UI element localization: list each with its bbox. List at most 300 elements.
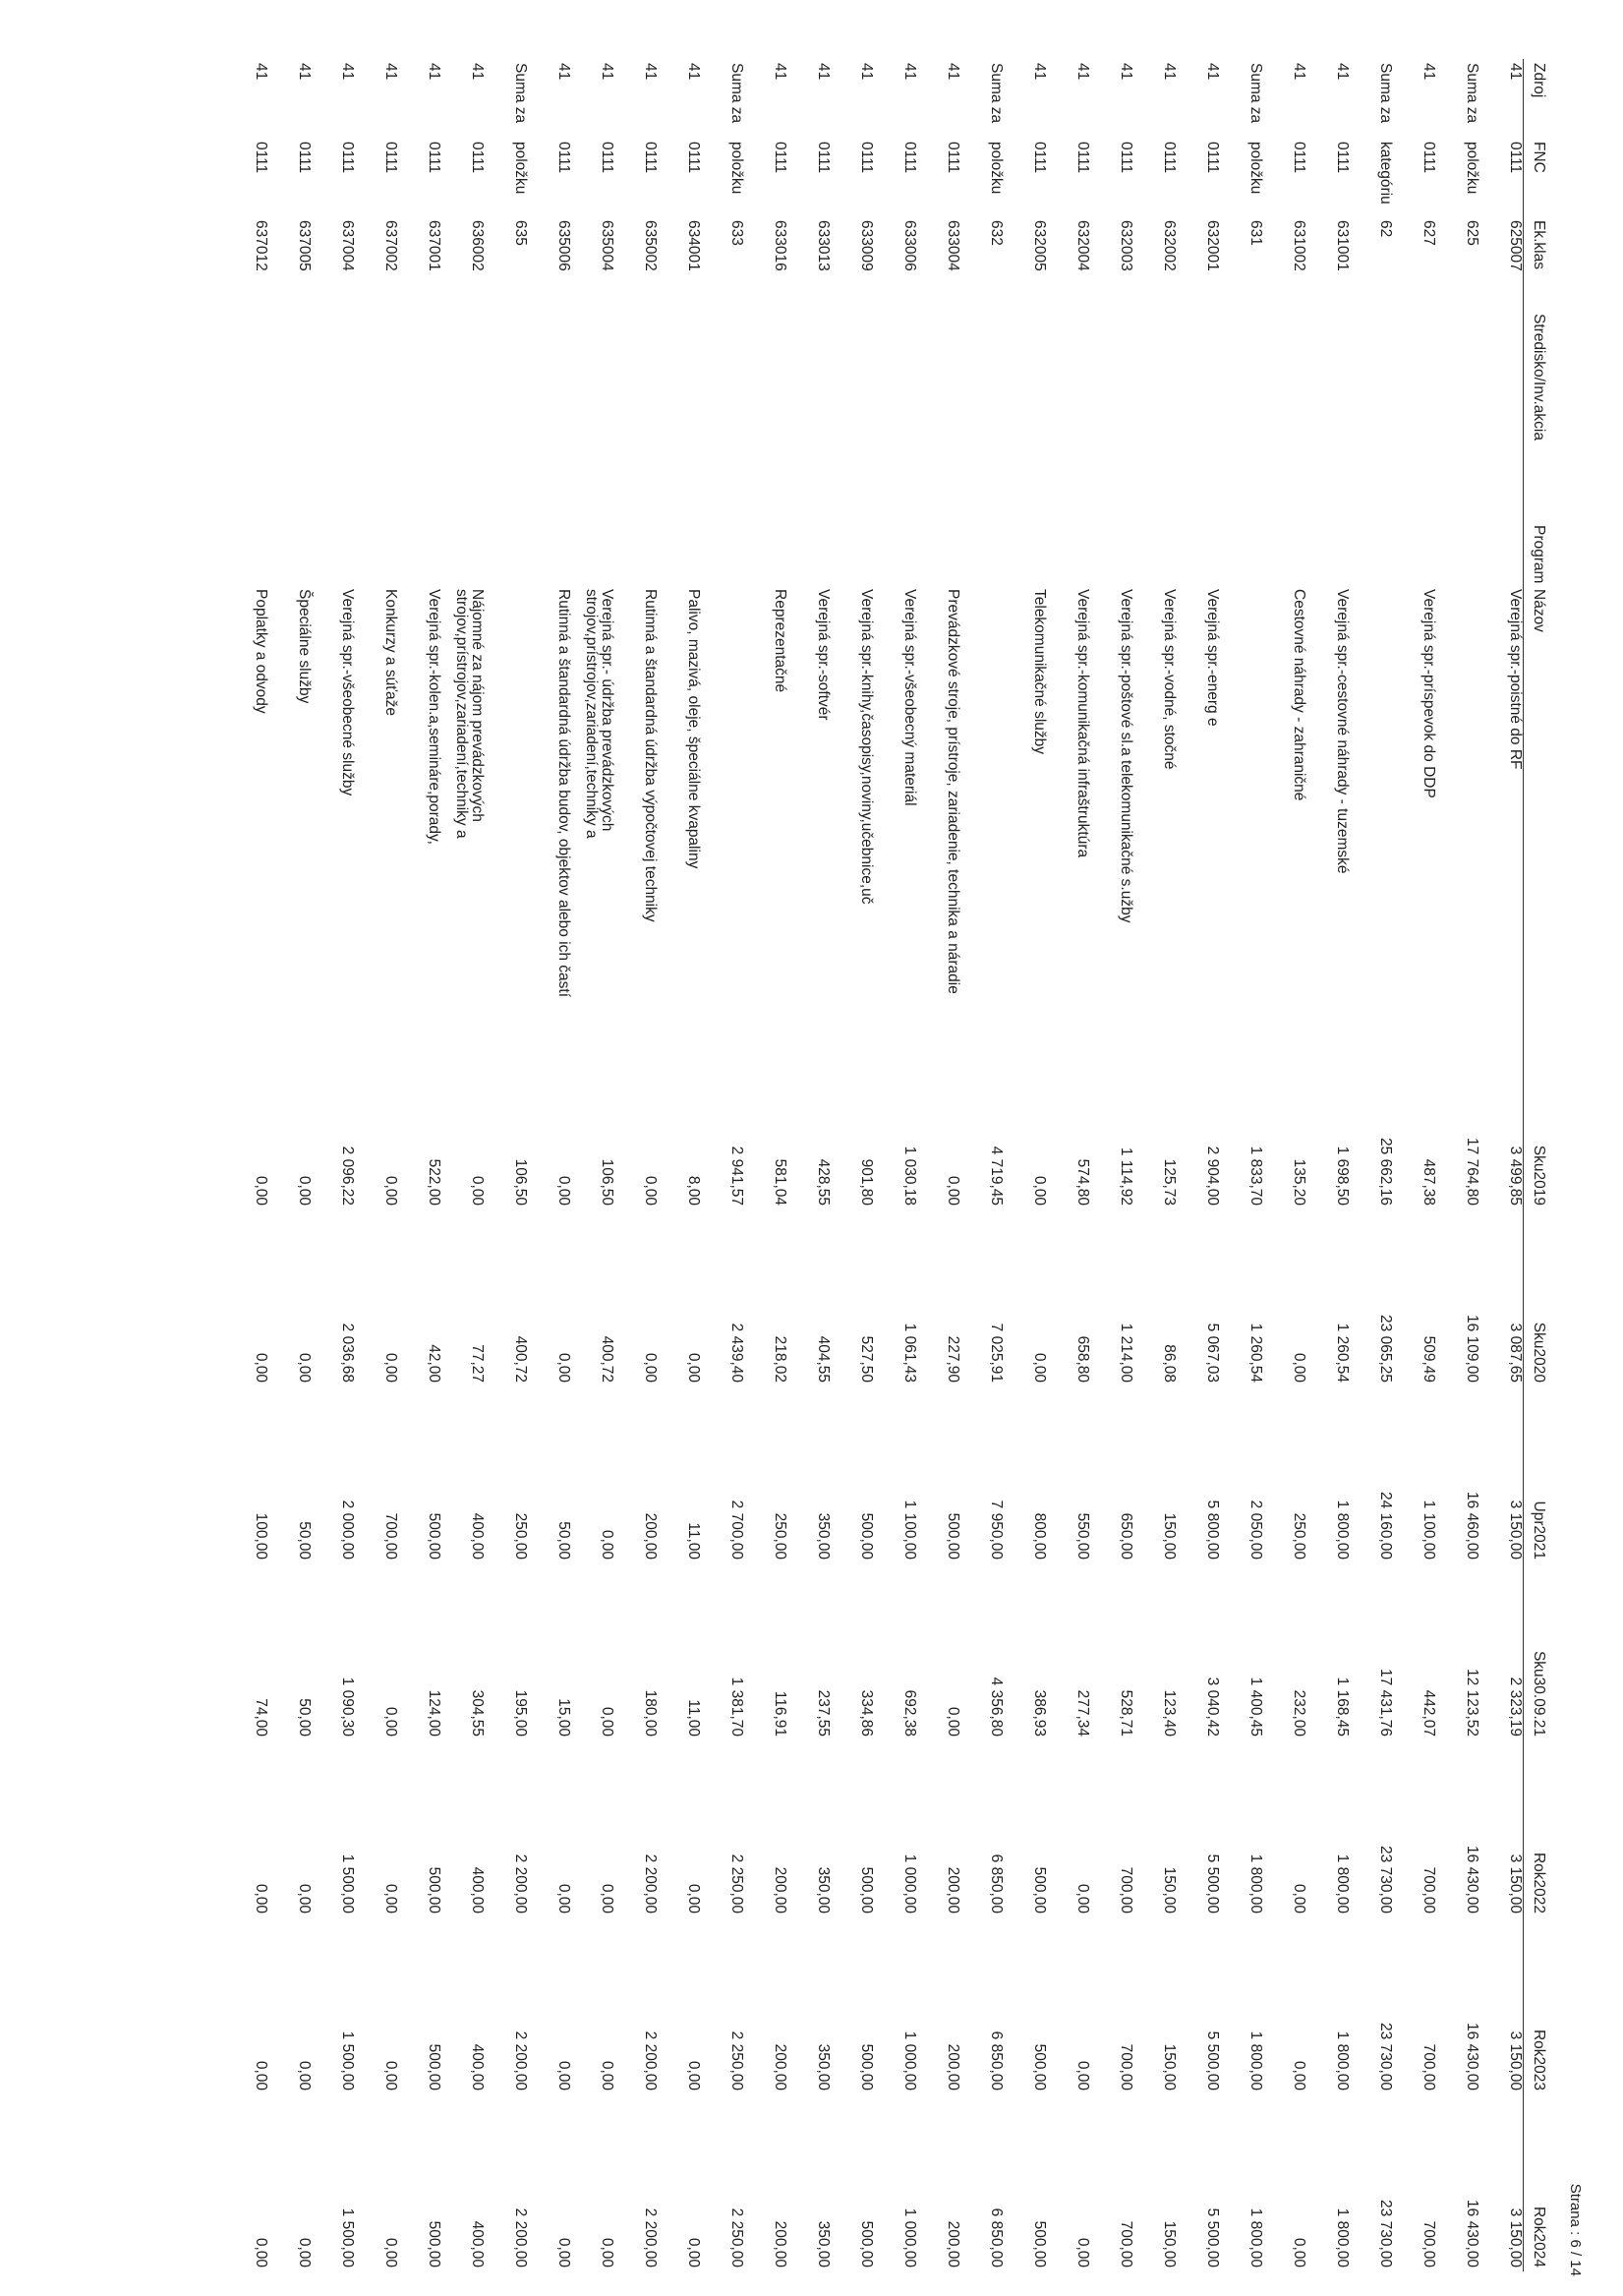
table-cell: 41 (253, 63, 269, 81)
table-cell: 500,00 (858, 2043, 875, 2090)
table-cell: 77,27 (469, 1344, 486, 1383)
table-cell: 0,00 (685, 1883, 702, 1913)
table-row (1047, 59, 1090, 2271)
table-cell: 1 800,00 (1334, 1854, 1351, 1913)
table-cell: 41 (685, 63, 702, 81)
table-cell: 1 500,00 (339, 2031, 356, 2090)
table-cell (1350, 585, 1393, 1032)
table-cell: 1 000,00 (901, 2031, 918, 2090)
table-cell: 2 200,00 (512, 2031, 529, 2090)
table-cell: 0111 (685, 142, 702, 174)
table-cell: 692,38 (901, 1689, 918, 1737)
table-cell (355, 310, 398, 521)
table-cell: 0,00 (382, 2060, 399, 2090)
table-cell: 23 730,00 (1377, 2023, 1394, 2090)
table-cell: 636002 (469, 220, 486, 271)
table-cell (1090, 310, 1133, 521)
table-row (658, 59, 701, 2271)
table-cell: Verejná spr.-všeobecné služby (339, 589, 356, 796)
table-cell: 574,80 (1074, 1158, 1091, 1206)
table-cell: 633013 (815, 220, 832, 271)
table-cell: 135,20 (1291, 1158, 1307, 1206)
table-cell: 1 114,92 (1118, 1147, 1134, 1206)
table-cell (1436, 310, 1479, 521)
table-cell: 106,50 (512, 1158, 529, 1206)
table-cell: 0,00 (1074, 2060, 1091, 2090)
table-cell: 4 356,80 (988, 1677, 1005, 1737)
table-cell: Suma za (1377, 63, 1394, 124)
table-cell: 3 150,00 (1507, 2208, 1524, 2267)
table-cell: 50,00 (555, 1521, 572, 1560)
table-cell: 1 214,00 (1118, 1323, 1134, 1383)
table-cell (485, 585, 528, 1032)
table-cell: 650,00 (1118, 1512, 1134, 1560)
table-cell: 5 067,03 (1204, 1323, 1221, 1383)
table-cell: 2 200,00 (512, 1854, 529, 1913)
table-cell: 11,00 (685, 1699, 702, 1737)
table-cell: 0,00 (296, 2237, 313, 2267)
table-cell: 1 000,00 (901, 1854, 918, 1913)
table-cell: 0,00 (555, 1883, 572, 1913)
table-cell: Rutinná a štandardná údržba budov, objektov alebo ich častí (555, 589, 572, 998)
table-cell: 700,00 (1420, 1866, 1437, 1913)
table-cell: 0111 (1204, 142, 1221, 174)
table-cell: 0,00 (382, 1352, 399, 1383)
table-row (485, 59, 528, 2271)
table-cell: Palivo, mazivá, oleje, špeciálne kvapaliny (685, 589, 702, 869)
table-cell (917, 521, 960, 585)
table-row (268, 59, 312, 2271)
table-cell: Špeciálne služby (296, 589, 313, 704)
table-cell: 50,00 (296, 1698, 313, 1737)
column-header: Zdroj (1524, 59, 1550, 138)
table-cell: 0,00 (253, 2237, 269, 2267)
table-header (1524, 59, 1550, 2271)
table-cell: 41 (1161, 63, 1178, 81)
table-cell: 1 500,00 (339, 2208, 356, 2267)
table-cell: 637001 (426, 220, 442, 271)
table-cell: Nájomné za nájom prevádzkových strojov,prístrojov,zariadení,techniky a (453, 589, 486, 839)
table-cell: 41 (1420, 63, 1437, 81)
column-header: Názov (1524, 585, 1550, 1032)
table-row (831, 59, 874, 2271)
table-cell: 350,00 (815, 2220, 832, 2267)
table-cell: 62 (1377, 220, 1394, 238)
table-cell: 2 700,00 (728, 1500, 745, 1560)
table-cell (398, 310, 441, 521)
table-cell: položku (988, 142, 1005, 195)
table-cell: 500,00 (1031, 2220, 1048, 2267)
table-row (960, 59, 1004, 2271)
table-cell (312, 521, 355, 585)
table-cell: 635006 (555, 220, 572, 271)
table-cell: 637012 (253, 220, 269, 271)
table-cell (1393, 521, 1436, 585)
table-cell: 0111 (382, 142, 399, 174)
table-cell: Cestovné náhrady - zahraničné (1291, 589, 1307, 801)
table-cell: 2 200,00 (642, 2208, 659, 2267)
table-cell: 334,86 (858, 1689, 875, 1737)
table-cell (1004, 310, 1047, 521)
table-cell: 1 260,54 (1334, 1323, 1351, 1383)
table-cell: 41 (1074, 63, 1091, 81)
table-cell: 41 (642, 63, 659, 81)
table-cell (744, 310, 787, 521)
table-cell (614, 310, 658, 521)
table-cell (744, 521, 787, 585)
table-cell: 0,00 (382, 1883, 399, 1913)
table-cell: 0,00 (1291, 2060, 1307, 2090)
table-cell: 0,00 (945, 1175, 961, 1206)
table-cell: 0111 (1074, 142, 1091, 174)
table-cell (831, 521, 874, 585)
table-cell: 581,04 (772, 1158, 788, 1206)
table-cell: 632002 (1161, 220, 1178, 271)
table-cell: 0111 (469, 142, 486, 174)
table-cell: 0,00 (599, 1883, 615, 1913)
table-cell (225, 310, 268, 521)
table-cell: 8,00 (685, 1175, 702, 1206)
table-cell (1436, 521, 1479, 585)
table-cell: 4 719,45 (988, 1146, 1005, 1206)
table-cell: 11,00 (685, 1522, 702, 1560)
table-cell: 1 800,00 (1334, 1500, 1351, 1560)
table-cell: 200,00 (945, 2220, 961, 2267)
column-header: Upr2021 (1524, 1386, 1550, 1563)
table-cell: 41 (426, 63, 442, 81)
table-cell: 500,00 (1031, 2043, 1048, 2090)
table-cell: 0,00 (296, 1352, 313, 1383)
table-cell: 509,49 (1420, 1335, 1437, 1383)
table-cell: 116,91 (772, 1690, 788, 1737)
table-cell (874, 521, 917, 585)
table-cell: Suma za (1464, 63, 1480, 124)
table-cell: 150,00 (1161, 1512, 1178, 1560)
table-cell: 23 730,00 (1377, 2200, 1394, 2267)
table-cell (701, 310, 744, 521)
table-cell (268, 521, 312, 585)
table-cell (960, 310, 1004, 521)
table-cell (485, 521, 528, 585)
table-cell (1133, 521, 1177, 585)
table-cell: 6 850,00 (988, 2031, 1005, 2090)
table-cell: 0,00 (642, 1352, 659, 1383)
table-cell: 700,00 (1420, 2220, 1437, 2267)
table-cell: 3 499,85 (1507, 1146, 1524, 1206)
table-cell: 0111 (339, 142, 356, 174)
table-cell: 633009 (858, 220, 875, 271)
table-cell (701, 585, 744, 1032)
table-cell: 41 (469, 63, 486, 81)
table-cell: Suma za (512, 63, 529, 124)
table-cell: 0,00 (599, 2237, 615, 2267)
table-cell (1047, 310, 1090, 521)
table-cell: 632 (988, 220, 1005, 246)
table-cell: 633 (728, 220, 745, 246)
table-row (225, 59, 268, 2271)
table-cell: Verejná spr.-príspevok do DDP (1420, 589, 1437, 798)
table-cell: 2 904,00 (1204, 1146, 1221, 1206)
table-cell: 2 000,00 (339, 1500, 356, 1560)
column-header: FNC (1524, 138, 1550, 216)
table-cell: 528,71 (1118, 1689, 1134, 1737)
table-cell: Verejná spr.-cestovné náhrady - tuzemské (1334, 589, 1351, 874)
table-cell: 633016 (772, 220, 788, 271)
table-cell (1004, 521, 1047, 585)
table-cell: 400,00 (469, 1512, 486, 1560)
table-cell: 0,00 (253, 1175, 269, 1206)
table-cell: 2 250,00 (728, 2208, 745, 2267)
table-cell: 15,00 (555, 1698, 572, 1737)
table-cell: 125,73 (1161, 1158, 1178, 1206)
table-cell: 200,00 (945, 2043, 961, 2090)
table-cell: 0,00 (555, 1352, 572, 1383)
budget-table (225, 59, 1549, 2271)
table-row (355, 59, 398, 2271)
table-cell: 150,00 (1161, 1866, 1178, 1913)
table-cell: 23 065,25 (1377, 1315, 1394, 1383)
table-cell: 41 (901, 63, 918, 81)
table-cell: Verejná spr.-poštové sl.a telekomunikačné s.užby (1118, 589, 1134, 923)
table-cell: 227,90 (945, 1335, 961, 1383)
table-cell: 16 430,00 (1464, 2023, 1480, 2090)
table-cell: 0111 (253, 142, 269, 174)
table-cell: 1 168,45 (1334, 1677, 1351, 1737)
table-cell: 700,00 (1118, 2220, 1134, 2267)
table-cell (831, 310, 874, 521)
table-cell: 400,00 (469, 2043, 486, 2090)
table-cell: 0,00 (296, 2060, 313, 2090)
table-cell: 41 (555, 63, 572, 81)
table-cell: 350,00 (815, 1512, 832, 1560)
table-cell: 250,00 (1291, 1512, 1307, 1560)
table-cell: 1 800,00 (1334, 2208, 1351, 2267)
table-cell: 41 (1291, 63, 1307, 81)
table-cell: 6 850,00 (988, 2208, 1005, 2267)
table-cell (1350, 310, 1393, 521)
table-cell: 2 200,00 (642, 2031, 659, 2090)
table-cell (268, 310, 312, 521)
table-cell: Rutinná a štandardná údržba výpočtovej techniky (642, 589, 659, 922)
table-cell: 3 040,42 (1204, 1677, 1221, 1737)
table-cell: 0,00 (555, 2237, 572, 2267)
table-cell: 633004 (945, 220, 961, 271)
table-cell (1133, 310, 1177, 521)
table-cell (1090, 521, 1133, 585)
table-cell (614, 521, 658, 585)
table-cell: 522,00 (426, 1158, 442, 1206)
table-cell: 0111 (642, 142, 659, 174)
table-cell: 500,00 (426, 1866, 442, 1913)
table-cell: 442,07 (1420, 1689, 1437, 1737)
table-cell: 0,00 (1031, 1352, 1048, 1383)
table-cell: 635 (512, 220, 529, 246)
table-cell: 2 439,40 (728, 1323, 745, 1383)
table-cell: 41 (858, 63, 875, 81)
table-cell: 700,00 (1118, 1866, 1134, 1913)
table-cell: 700,00 (1118, 2043, 1134, 2090)
table-cell: Verejná spr.-softvér (815, 589, 832, 721)
table-cell: 800,00 (1031, 1512, 1048, 1560)
table-cell: 150,00 (1161, 2043, 1178, 2090)
table-cell: Verejná spr.-poistné do RF (1507, 589, 1524, 770)
table-cell: položku (1247, 142, 1264, 195)
table-cell (441, 310, 485, 521)
column-header: Rok2023 (1524, 1917, 1550, 2094)
table-cell: 50,00 (296, 1521, 313, 1560)
table-cell: 500,00 (945, 1512, 961, 1560)
table-cell: 0111 (426, 142, 442, 174)
table-cell: 0,00 (685, 2237, 702, 2267)
table-cell: 150,00 (1161, 2220, 1178, 2267)
table-cell: Verejná spr.-všeobecný materiál (901, 589, 918, 806)
table-row (614, 59, 658, 2271)
table-cell: Verejná spr.-komunikačná infraštruktúra (1074, 589, 1091, 858)
table-cell: 404,55 (815, 1335, 832, 1383)
table-cell (1479, 310, 1524, 521)
table-cell: 5 800,00 (1204, 1500, 1221, 1560)
table-cell: 86,08 (1161, 1344, 1178, 1383)
table-cell (571, 521, 614, 585)
table-cell (874, 310, 917, 521)
table-cell: 3 087,65 (1507, 1323, 1524, 1383)
table-cell: 400,72 (599, 1335, 615, 1383)
table-cell: 2 200,00 (512, 2208, 529, 2267)
table-cell: 0111 (815, 142, 832, 174)
table-cell: 0,00 (296, 1883, 313, 1913)
table-cell: 250,00 (512, 1512, 529, 1560)
table-cell (787, 310, 831, 521)
table-cell: 41 (1507, 63, 1524, 81)
table-cell: 637004 (339, 220, 356, 271)
table-cell: 1 833,70 (1247, 1146, 1264, 1206)
table-cell: 200,00 (945, 1866, 961, 1913)
table-cell: 0,00 (599, 1529, 615, 1560)
table-cell: 3 150,00 (1507, 2031, 1524, 2090)
table-cell: 24 160,00 (1377, 1492, 1394, 1560)
table-cell (1393, 310, 1436, 521)
table-cell: 0,00 (685, 1352, 702, 1383)
table-cell (1220, 585, 1263, 1032)
table-row (787, 59, 831, 2271)
table-cell: 0111 (599, 142, 615, 174)
table-cell (1306, 521, 1350, 585)
table-cell: 2 941,57 (728, 1146, 745, 1206)
table-cell (441, 521, 485, 585)
table-cell: 41 (339, 63, 356, 81)
table-row (441, 59, 485, 2271)
table-cell: 218,02 (772, 1335, 788, 1383)
table-cell: 0,00 (1291, 2237, 1307, 2267)
table-cell: 500,00 (858, 1866, 875, 1913)
table-cell: 637005 (296, 220, 313, 271)
table-cell: 1 800,00 (1247, 2031, 1264, 2090)
table-row (571, 59, 614, 2271)
table-cell (312, 310, 355, 521)
table-cell: 1 030,18 (901, 1146, 918, 1206)
table-cell: 5 500,00 (1204, 1854, 1221, 1913)
table-row (528, 59, 571, 2271)
page-number: Strana : 6 / 14 (1567, 2183, 1584, 2276)
table-cell: 350,00 (815, 1866, 832, 1913)
table-cell: 100,00 (253, 1512, 269, 1560)
table-row (1436, 59, 1479, 2271)
table-cell: 500,00 (858, 1512, 875, 1560)
table-cell: 17 431,76 (1377, 1669, 1394, 1737)
table-cell: 631002 (1291, 220, 1307, 271)
table-cell: Verejná spr.- údržba prevádzkových strojov,prístrojov,zariadení,techniky a (583, 589, 615, 839)
table-cell: 124,00 (426, 1689, 442, 1737)
table-cell: 400,72 (512, 1335, 529, 1383)
table-cell: 195,00 (512, 1689, 529, 1737)
table-cell (1177, 310, 1220, 521)
table-cell: 0111 (772, 142, 788, 174)
table-cell: položku (1464, 142, 1480, 195)
table-cell: 527,50 (858, 1335, 875, 1383)
table-row (1306, 59, 1350, 2271)
table-body (225, 59, 1524, 2271)
table-row (1350, 59, 1393, 2271)
table-cell (701, 521, 744, 585)
table-cell (398, 521, 441, 585)
table-cell: Suma za (728, 63, 745, 124)
table-cell: 16 430,00 (1464, 1846, 1480, 1913)
table-cell: kategóriu (1377, 142, 1394, 205)
table-cell: 2 050,00 (1247, 1500, 1264, 1560)
table-cell: 0111 (296, 142, 313, 174)
table-cell: 1 381,70 (728, 1677, 745, 1737)
table-row (1393, 59, 1436, 2271)
column-header: Stredisko/Inv.akcia (1524, 310, 1550, 521)
table-cell: 41 (296, 63, 313, 81)
table-row (1220, 59, 1263, 2271)
table-cell: 237,55 (815, 1689, 832, 1737)
table-row (917, 59, 960, 2271)
table-cell (1263, 521, 1306, 585)
table-cell: 500,00 (858, 2220, 875, 2267)
table-cell (658, 521, 701, 585)
table-cell: 41 (815, 63, 832, 81)
table-cell (225, 521, 268, 585)
table-cell: položku (728, 142, 745, 195)
table-cell: 0,00 (382, 1175, 399, 1206)
table-cell: Suma za (988, 63, 1005, 124)
table-cell: 0111 (1420, 142, 1437, 174)
table-cell: Verejná spr.-energ e (1204, 589, 1221, 727)
table-cell: 200,00 (772, 2043, 788, 2090)
table-cell: 632005 (1031, 220, 1048, 271)
table-cell: 627 (1420, 220, 1437, 246)
column-header: Rok2022 (1524, 1740, 1550, 1917)
table-cell: 632003 (1118, 220, 1134, 271)
table-row (1479, 59, 1524, 2271)
table-cell: 0111 (1031, 142, 1048, 174)
table-cell: 550,00 (1074, 1512, 1091, 1560)
table-cell: 350,00 (815, 2043, 832, 2090)
table-cell: 500,00 (426, 2220, 442, 2267)
column-header: Ek.klas (1524, 216, 1550, 310)
table-cell: 0,00 (253, 1883, 269, 1913)
table-cell: 41 (945, 63, 961, 81)
table-cell: 0111 (1291, 142, 1307, 174)
column-header: Sku2019 (1524, 1032, 1550, 1209)
table-cell: 625 (1464, 220, 1480, 246)
table-cell: 41 (1204, 63, 1221, 81)
table-row (398, 59, 441, 2271)
table-cell: 0111 (555, 142, 572, 174)
table-cell: 0,00 (382, 2237, 399, 2267)
table-cell: 74,00 (253, 1698, 269, 1737)
